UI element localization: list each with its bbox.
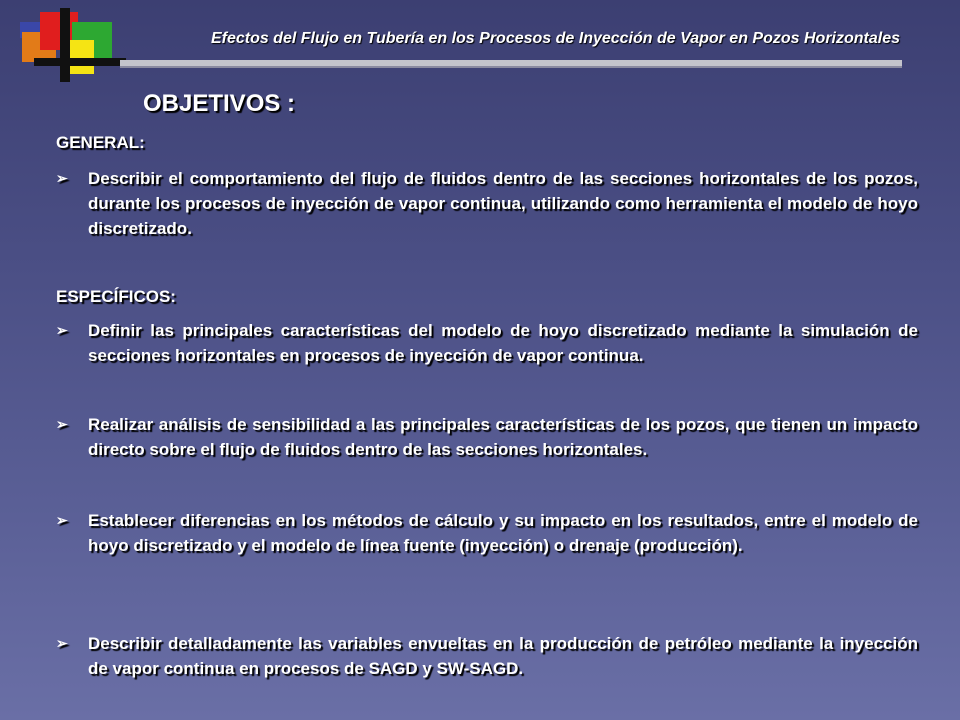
specific-bullet-3 [56,508,918,558]
bullet-arrow-icon: ➢ [56,512,68,528]
logo-graphic [0,0,140,90]
logo-cross-horizontal [34,58,126,66]
slide-title: OBJETIVOS : [143,90,296,117]
logo-cross-vertical [60,8,70,82]
specific-bullet-2 [56,412,918,462]
bullet-arrow-icon: ➢ [56,322,68,338]
bullet-text: Realizar análisis de sensibilidad a las principales características de los pozos, que tienen un impacto directo sobre el flujo de fluidos dentro de las secciones horizontales. [88,415,918,459]
general-heading: GENERAL: [56,133,145,152]
bullet-text: Describir el comportamiento del flujo de fluidos dentro de las secciones horizontales de los pozos, durante los procesos de inyección de vapor continua, utilizando como herramienta el modelo de hoyo discretizado. [88,169,918,238]
specific-bullet-4 [56,631,918,681]
bullet-arrow-icon: ➢ [56,635,68,651]
bullet-text: Establecer diferencias en los métodos de cálculo y su impacto en los resultados, entre el modelo de hoyo discretizado y el modelo de línea fuente (inyección) o drenaje (producción). [88,511,918,555]
specific-heading: ESPECÍFICOS: [56,287,176,306]
general-bullet-1 [56,166,918,241]
header-divider-shadow [120,66,902,68]
bullet-text: Definir las principales características del modelo de hoyo discretizado mediante la simulación de secciones horizontales en procesos de inyección de vapor continua. [88,321,918,365]
specific-bullet-1 [56,318,918,368]
bullet-arrow-icon: ➢ [56,170,68,186]
header-title: Efectos del Flujo en Tubería en los Procesos de Inyección de Vapor en Pozos Horizontales [210,30,900,47]
bullet-text: Describir detalladamente las variables envueltas en la producción de petróleo mediante la inyección de vapor continua en procesos de SAGD y SW-SAGD. [88,634,918,678]
bullet-arrow-icon: ➢ [56,416,68,432]
